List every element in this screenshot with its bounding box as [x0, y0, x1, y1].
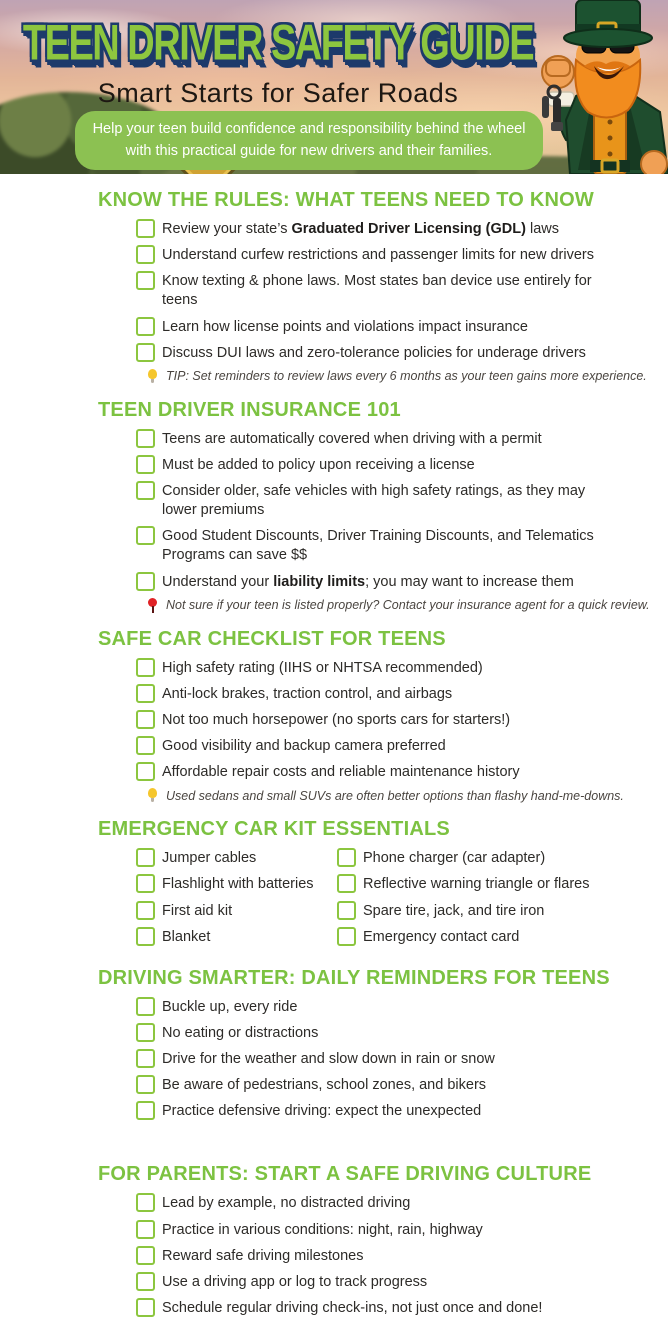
checklist-item-label: Good Student Discounts, Driver Training Discounts, and Telematics Programs can save $$ [162, 528, 594, 564]
section-heading: KNOW THE RULES: WHAT TEENS NEED TO KNOW [98, 189, 594, 211]
checkbox[interactable] [136, 1220, 155, 1239]
checkbox[interactable] [136, 429, 155, 448]
check-list [136, 996, 668, 1122]
checklist-item [136, 1297, 668, 1318]
checklist-sections [0, 189, 668, 1335]
check-grid [136, 847, 668, 952]
check-list [136, 218, 668, 363]
intro-banner-line2: with this practical guide for new drivers and their families. [125, 142, 493, 159]
checklist-item [136, 709, 668, 730]
checkbox[interactable] [136, 684, 155, 703]
checklist-item [136, 218, 668, 239]
section-4 [0, 818, 668, 952]
lightbulb-icon [148, 788, 158, 803]
checklist-item-label: Flashlight with batteries [162, 876, 314, 893]
checkbox[interactable] [136, 455, 155, 474]
checkbox[interactable] [136, 901, 155, 920]
section-2 [0, 399, 668, 613]
checklist-item-label: Blanket [162, 928, 211, 945]
checkbox[interactable] [337, 901, 356, 920]
section-1 [0, 189, 668, 384]
checklist-item [136, 657, 668, 678]
checklist-item [136, 926, 337, 947]
checklist-item [337, 926, 668, 947]
checkbox[interactable] [136, 526, 155, 545]
checklist-item-label: Emergency contact card [363, 928, 520, 945]
checklist-item [136, 1271, 668, 1292]
check-list [136, 657, 668, 783]
checklist-item-label: Understand your liability limits; you may want to increase them [162, 573, 574, 590]
checklist-item-label: Drive for the weather and slow down in rain or snow [162, 1051, 495, 1067]
checklist-item [136, 761, 668, 782]
checkbox[interactable] [136, 736, 155, 755]
checkbox[interactable] [136, 317, 155, 336]
checklist-item-label: Know texting & phone laws. Most states ban device use entirely for teens [162, 273, 592, 309]
tip [148, 369, 668, 384]
checklist-item-label: Reward safe driving milestones [162, 1247, 364, 1264]
checklist-item [136, 683, 668, 704]
checklist-item-label: Teens are automatically covered when driving with a permit [162, 430, 542, 447]
section-heading: EMERGENCY CAR KIT ESSENTIALS [98, 818, 450, 841]
checklist-item [136, 1048, 668, 1069]
checkbox[interactable] [136, 271, 155, 290]
checkbox[interactable] [136, 1193, 155, 1212]
checkbox[interactable] [136, 343, 155, 362]
checklist-item [136, 847, 337, 868]
checklist-item-label: No eating or distractions [162, 1024, 319, 1041]
checkbox[interactable] [136, 874, 155, 893]
checkbox[interactable] [136, 1298, 155, 1317]
checklist-item [136, 571, 668, 592]
checklist-item [136, 1245, 668, 1266]
checkbox[interactable] [136, 997, 155, 1016]
page-subtitle: Smart Starts for Safer Roads [97, 78, 459, 108]
checklist-item-label: Understand curfew restrictions and passenger limits for new drivers [162, 247, 594, 264]
checkbox[interactable] [337, 848, 356, 867]
checklist-item-label: Practice defensive driving: expect the unexpected [162, 1103, 482, 1120]
checkbox[interactable] [337, 874, 356, 893]
checklist-item-label: Lead by example, no distracted driving [162, 1195, 411, 1212]
checkbox[interactable] [136, 245, 155, 264]
section-heading: TEEN DRIVER INSURANCE 101 [98, 398, 401, 421]
tip-text: TIP: Set reminders to review laws every 6 months as your teen gains more experience. [166, 369, 647, 384]
checkbox[interactable] [136, 848, 155, 867]
checklist-item-label: Learn how license points and violations impact insurance [162, 318, 528, 335]
checklist-item [136, 270, 668, 310]
section-5 [0, 967, 668, 1122]
checkbox[interactable] [136, 1246, 155, 1265]
checkbox[interactable] [136, 219, 155, 238]
checkbox[interactable] [136, 1023, 155, 1042]
checklist-item-label: Consider older, safe vehicles with high safety ratings, as they may lower premiums [162, 483, 586, 519]
tip [148, 788, 668, 803]
checklist-item-label: Good visibility and backup camera preferred [162, 738, 446, 754]
checkbox[interactable] [136, 658, 155, 677]
checkbox[interactable] [136, 762, 155, 781]
checklist-item-label: Spare tire, jack, and tire iron [363, 902, 545, 919]
checklist-item [136, 1100, 668, 1121]
check-list [136, 1192, 668, 1318]
checklist-item [136, 1074, 668, 1095]
check-column-1 [136, 847, 337, 952]
checklist-item [337, 900, 668, 921]
checkbox[interactable] [136, 572, 155, 591]
checklist-item [136, 873, 337, 894]
check-column-2 [337, 847, 668, 952]
section-heading: DRIVING SMARTER: DAILY REMINDERS FOR TEENS [98, 966, 610, 989]
mascot-hat [564, 0, 652, 47]
checkbox[interactable] [136, 481, 155, 500]
checklist-item [136, 316, 668, 337]
checklist-item-label: Not too much horsepower (no sports cars for starters!) [162, 711, 511, 728]
checklist-item [136, 428, 668, 449]
pin-icon [148, 598, 158, 613]
checkbox[interactable] [337, 927, 356, 946]
checklist-item-label: Discuss DUI laws and zero-tolerance policies for underage drivers [162, 344, 586, 361]
checkbox[interactable] [136, 927, 155, 946]
checklist-item-label: Affordable repair costs and reliable maintenance history [162, 764, 520, 781]
section-heading: FOR PARENTS: START A SAFE DRIVING CULTURE [98, 1163, 592, 1186]
tip [148, 598, 668, 613]
checklist-item [136, 900, 337, 921]
leprechaun-with-car-keys-icon [536, 0, 668, 174]
checklist-item-label: Schedule regular driving check-ins, not just once and done! [162, 1299, 543, 1316]
checklist-item [136, 480, 668, 520]
checkbox[interactable] [136, 1272, 155, 1291]
checklist-item [136, 454, 668, 475]
checklist-item [136, 996, 668, 1017]
checklist-item-label: Reflective warning triangle or flares [363, 876, 590, 893]
checklist-item-label: First aid kit [162, 902, 233, 919]
checklist-item [136, 735, 668, 756]
checklist-item [136, 1192, 668, 1213]
check-list [136, 428, 668, 592]
checklist-item-label: Phone charger (car adapter) [363, 850, 546, 867]
tip-text: Used sedans and small SUVs are often better options than flashy hand-me-downs. [166, 788, 624, 803]
checklist-item-label: High safety rating (IIHS or NHTSA recommended) [162, 659, 483, 676]
checklist-item [136, 1219, 668, 1240]
section-heading: SAFE CAR CHECKLIST FOR TEENS [98, 627, 446, 650]
section-3 [0, 628, 668, 804]
checkbox[interactable] [136, 1101, 155, 1120]
checklist-item-label: Must be added to policy upon receiving a license [162, 456, 475, 473]
checklist-item [337, 873, 668, 894]
checklist-item [136, 244, 668, 265]
section-6 [0, 1163, 668, 1318]
page-title: TEEN DRIVER SAFETY GUIDE [22, 16, 534, 72]
checklist-item-label: Anti-lock brakes, traction control, and airbags [162, 685, 453, 702]
checklist-item-label: Use a driving app or log to track progress [162, 1273, 428, 1290]
checkbox[interactable] [136, 1049, 155, 1068]
checklist-item-label: Review your state’s Graduated Driver Licensing (GDL) laws [162, 221, 559, 237]
checklist-item [136, 1022, 668, 1043]
intro-banner-line1: Help your teen build confidence and responsibility behind the wheel [92, 120, 526, 137]
checklist-item [337, 847, 668, 868]
checkbox[interactable] [136, 1075, 155, 1094]
checklist-item-label: Buckle up, every ride [162, 998, 298, 1015]
intro-banner [75, 111, 543, 170]
checklist-item-label: Be aware of pedestrians, school zones, and bikers [162, 1077, 487, 1094]
header-banner [0, 0, 668, 174]
tip-text: Not sure if your teen is listed properly? Contact your insurance agent for a quick review. [166, 598, 650, 613]
lightbulb-icon [148, 369, 158, 384]
checklist-item [136, 525, 668, 565]
checklist-item-label: Jumper cables [162, 850, 257, 867]
checklist-item [136, 342, 668, 363]
checkbox[interactable] [136, 710, 155, 729]
checklist-item-label: Practice in various conditions: night, rain, highway [162, 1221, 483, 1238]
